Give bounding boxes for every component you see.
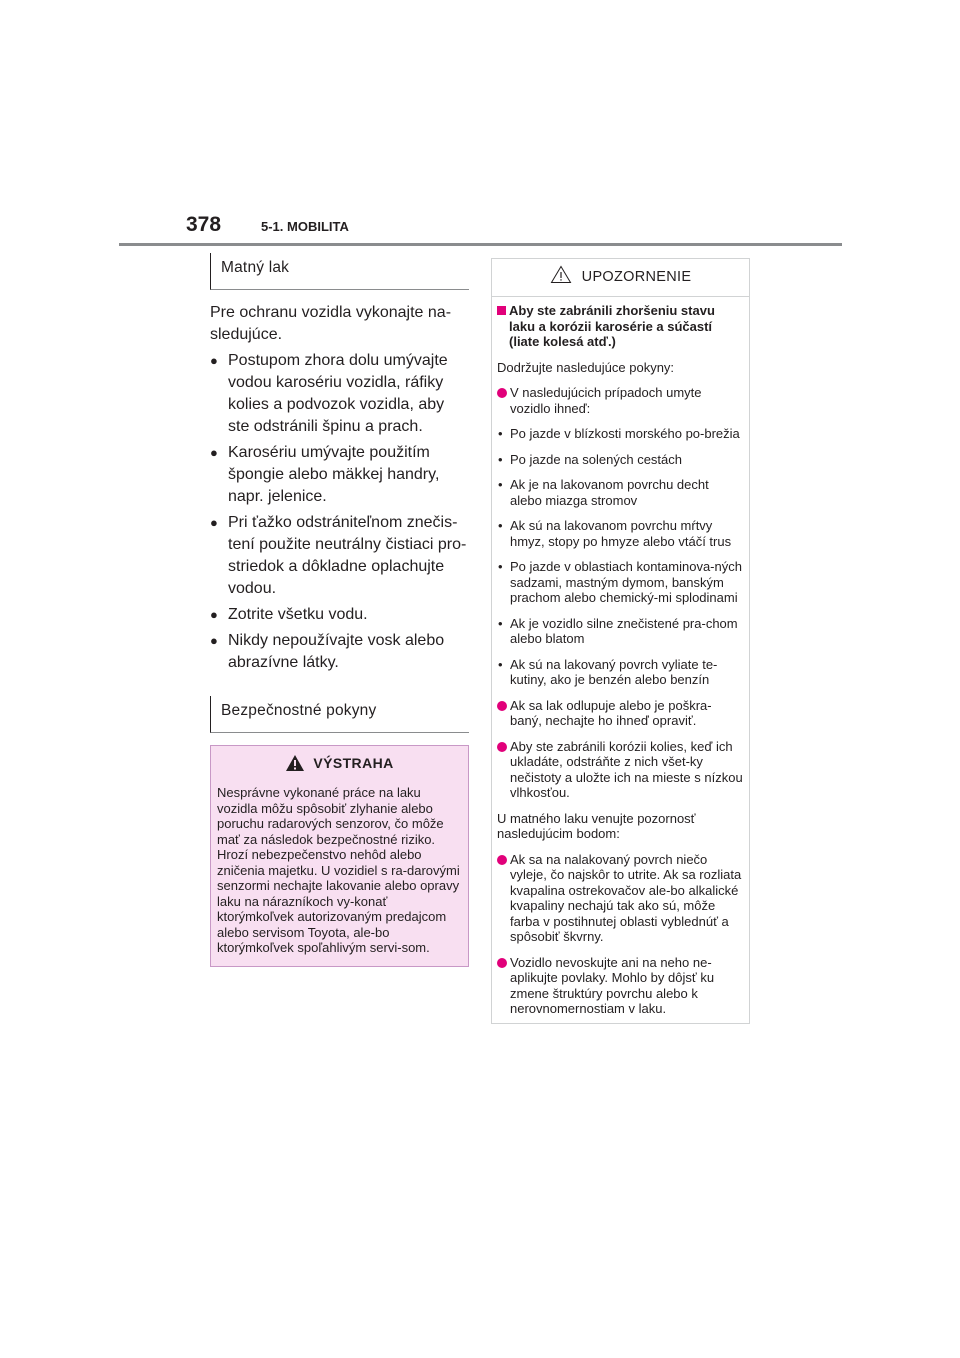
notice-subitem: • Ak sú na lakovaný povrch vyliate te-kutiny, ako je benzén alebo benzín	[497, 657, 743, 688]
safety-heading: Bezpečnostné pokyny	[210, 696, 469, 733]
list-item: ● Zotrite všetku vodu.	[210, 604, 469, 626]
notice-header	[492, 259, 749, 297]
notice-subitem: • Po jazde na solených cestách	[497, 452, 743, 468]
warning-box	[210, 745, 469, 967]
caution-triangle-icon	[550, 265, 572, 288]
intro-text: Pre ochranu vozidla vykonajte na-sledujúce.	[210, 304, 452, 343]
matte-lead: U matného laku venujte pozornosť nasledujúcim bodom:	[497, 810, 696, 841]
page-number: 378	[186, 213, 222, 236]
notice-item: Ak sa lak odlupuje alebo je poškra-baný, nechajte ho ihneď opraviť.	[497, 698, 743, 729]
notice-item: Aby ste zabránili korózii kolies, keď ich ukladáte, odstráňte z nich všet-ky nečistoty a uložte ich na mieste s nízkou vlhkosťou.	[497, 739, 743, 801]
notice-subitem: • Ak je vozidlo silne znečistené pra-chom alebo blatom	[497, 616, 743, 647]
warning-title: VÝSTRAHA	[313, 755, 394, 771]
right-column	[491, 258, 750, 1024]
left-column	[210, 253, 469, 967]
notice-box	[491, 258, 750, 1024]
warning-triangle-icon	[285, 754, 305, 775]
notice-title: UPOZORNENIE	[581, 269, 692, 285]
notice-item: Ak sa na nalakovaný povrch niečo vyleje, čo najskôr to utrite. Ak sa rozliata kvapalina ostrekovačov ale-bo alkalické kvapaliny nechajú tak ako sú, môže farba v postihnutej oblasti vyblednúť a spôsobiť škvrny.	[497, 852, 743, 945]
notice-item: Vozidlo nevoskujte ani na neho ne-aplikujte povlaky. Mohlo by dôjsť ku zmene štruktúry povrchu alebo k nerovnomernostiam v laku.	[497, 955, 743, 1017]
list-item: ● Karosériu umývajte použitím špongie alebo mäkkej handry, napr. jelenice.	[210, 442, 469, 508]
section-title: 5-1. MOBILITA	[261, 219, 349, 234]
warning-text: Nesprávne vykonané práce na laku vozidla môžu spôsobiť zlyhanie alebo poruchu radarových senzorov, čo môže mať za následok bezpečnostné riziko. Hrozí nebezpečenstvo nehôd alebo zničenia majetku. U vozidiel s ra-darovými senzormi nechajte lakovanie alebo opravy laku na nárazníkoch vy-konať ktorýmkoľvek autorizovaným predajcom alebo servisom Toyota, ale-bo ktorýmkoľvek spoľahlivým servi-som.	[217, 785, 462, 956]
notice-item: V nasledujúcich prípadoch umyte vozidlo ihneď:	[497, 385, 743, 416]
header-rule	[119, 243, 842, 246]
notice-subitem: • Po jazde v oblastiach kontaminova-ných sadzami, mastným dymom, banským prachom alebo chemický-mi splodinami	[497, 559, 743, 606]
list-item: ● Postupom zhora dolu umývajte vodou karosériu vozidla, ráfiky kolies a podvozok vozidla, aby ste odstránili špinu a prach.	[210, 350, 469, 438]
notice-subitem: • Ak je na lakovanom povrchu decht alebo miazga stromov	[497, 477, 743, 508]
notice-subitem: • Ak sú na lakovanom povrchu mŕtvy hmyz, stopy po hmyze alebo vtáčí trus	[497, 518, 743, 549]
matte-paint-heading: Matný lak	[210, 253, 469, 290]
list-item: ● Pri ťažko odstrániteľnom znečis-tení použite neutrálny čistiaci pro-striedok a dôkladne oplachujte vodou.	[210, 512, 469, 600]
notice-lead: Dodržujte nasledujúce pokyny:	[497, 359, 675, 375]
notice-subitem: • Po jazde v blízkosti morského po-brežia	[497, 426, 743, 442]
notice-heading: Aby ste zabránili zhoršeniu stavu laku a korózii karosérie a súčastí (liate kolesá atď.)	[497, 303, 743, 350]
care-list	[210, 350, 469, 674]
list-item: ● Nikdy nepoužívajte vosk alebo abrazívne látky.	[210, 630, 469, 674]
warning-header	[217, 754, 462, 785]
